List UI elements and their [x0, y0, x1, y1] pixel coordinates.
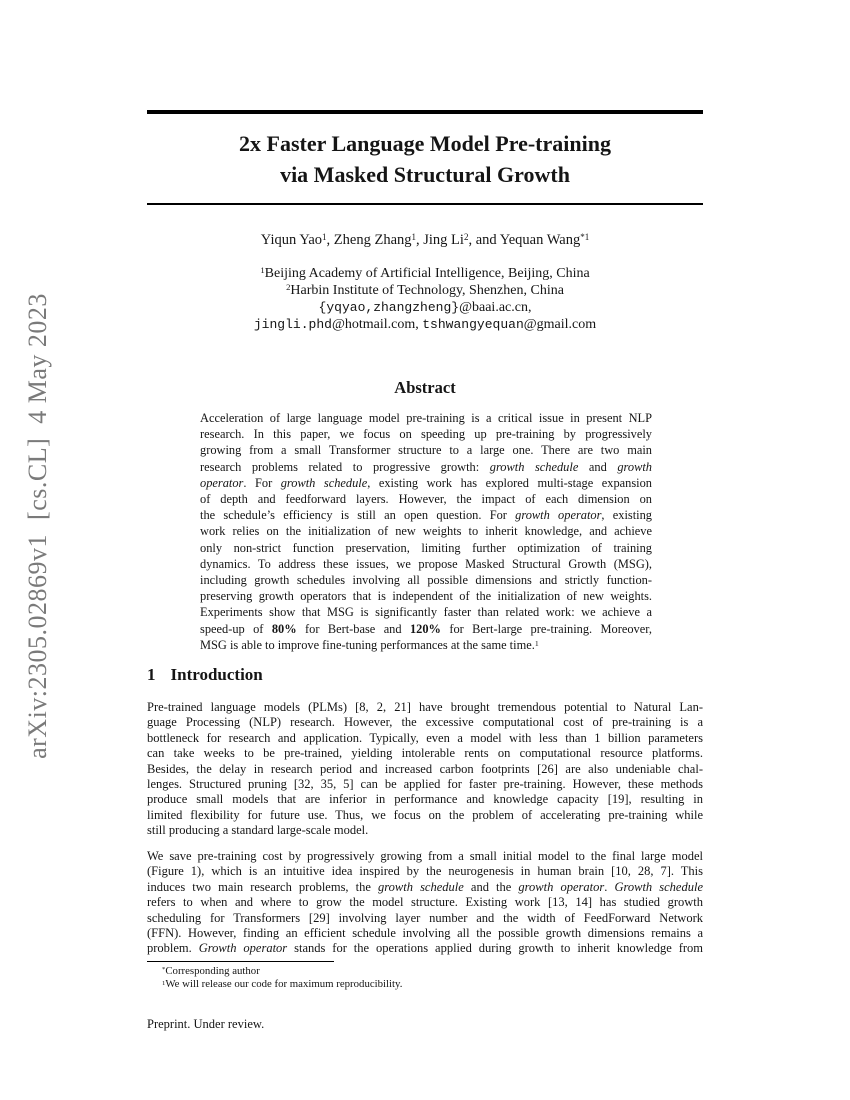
email-line-2: jingli.phd@hotmail.com, tshwangyequan@gmail.com — [253, 317, 597, 332]
footnotes-block — [147, 965, 703, 992]
footnote-code-release: $^1$We will release our code for maximum reproducibility. — [162, 978, 403, 991]
paper-title — [147, 128, 703, 190]
affiliation-2: $^2$Harbin Institute of Technology, Shenzhen, China — [286, 282, 564, 298]
section-1-number: 1 — [147, 665, 156, 684]
preprint-notice: Preprint. Under review. — [147, 1017, 265, 1031]
footnote-rule — [147, 961, 334, 962]
title-rule-top — [147, 110, 703, 114]
abstract-heading: Abstract — [394, 378, 456, 397]
paper-title-line2: via Masked Structural Growth — [280, 162, 570, 187]
section-1-title: Introduction — [170, 665, 263, 684]
paper-title-line1: 2x Faster Language Model Pre-training — [239, 131, 611, 156]
footnote-corresponding-author: *Corresponding author — [162, 965, 260, 977]
affiliation-1: $^1$Beijing Academy of Artificial Intelligence, Beijing, China — [260, 265, 590, 281]
arxiv-watermark: arXiv:2305.02869v1 [cs.CL] 4 May 2023 — [23, 293, 52, 759]
title-rule-bottom — [147, 203, 703, 205]
section-1-heading — [147, 665, 263, 685]
intro-paragraph-1: Pre-trained language models (PLMs) [8, 2, 21] have brought tremendous potential to Natural Lan- guage Processing (NLP) research. However, the excessive computational cost of pre-training is a bottleneck for research and application. Typically, even a model with less than 1 billion parameters can take weeks to be pre-trained, yielding intolerable rents on computational resource platforms. Besides, the delay in research period and increased carbon footprints [26] are also undeniable chal- lenges. Structured pruning [32, 35, 5] can be applied for faster pre-training. However, these methods produce small models that are inferior in performance and knowledge capacity [19], resulting in limited flexibility for future use. Thus, we focus on the problem of accelerating pre-training while still producing a standard large-scale model. — [147, 700, 703, 838]
email-line-1: {yqyao,zhangzheng}@baai.ac.cn, — [318, 300, 532, 315]
intro-paragraph-2: We save pre-training cost by progressively growing from a small initial model to the final large model (Figure 1), which is an intuitive idea inspired by the neurogenesis in human brain [10, 28, 7]. This induces two main research problems, the growth schedule and the growth operator. Growth schedule refers to when and where to grow the model structure. Existing work [13, 14] has studied growth scheduling for Transformers [29] involving layer number and the width of FeedForward Network (FFN). However, finding an efficient schedule involving all the possible growth dimensions remains a problem. Growth operator stands for the operations applied during growth to inherit knowledge from — [147, 849, 703, 956]
affiliations-block — [147, 265, 703, 333]
abstract-body: Acceleration of large language model pre-training is a critical issue in present NLP research. In this paper, we focus on speeding up pre-training by progressively growing from a small Transformer structure to a large one. There are two main research problems related to progressive growth: growth schedule and growth operator. For growth schedule, existing work has explored multi-stage expansion of depth and feedforward layers. However, the impact of each dimension on the schedule’s efficiency is still an open question. For growth operator, existing work relies on the initialization of new weights to inherit knowledge, and achieve only non-strict function preservation, limiting further optimization of training dynamics. To address these issues, we propose Masked Structural Growth (MSG), including growth schedules involving all possible dimensions and strictly function- preserving growth operators that is independent of the initialization of new weights. Experiments show that MSG is significantly faster than related work: we achieve a speed-up of 80% for Bert-base and 120% for Bert-large pre-training. Moreover, MSG is able to improve fine-tuning performances at the same time.$^1$ — [200, 411, 652, 652]
author-list: Yiqun Yao$^1$, Zheng Zhang$^1$, Jing Li$^2$, and Yequan Wang$^{*1}$ — [260, 232, 590, 248]
